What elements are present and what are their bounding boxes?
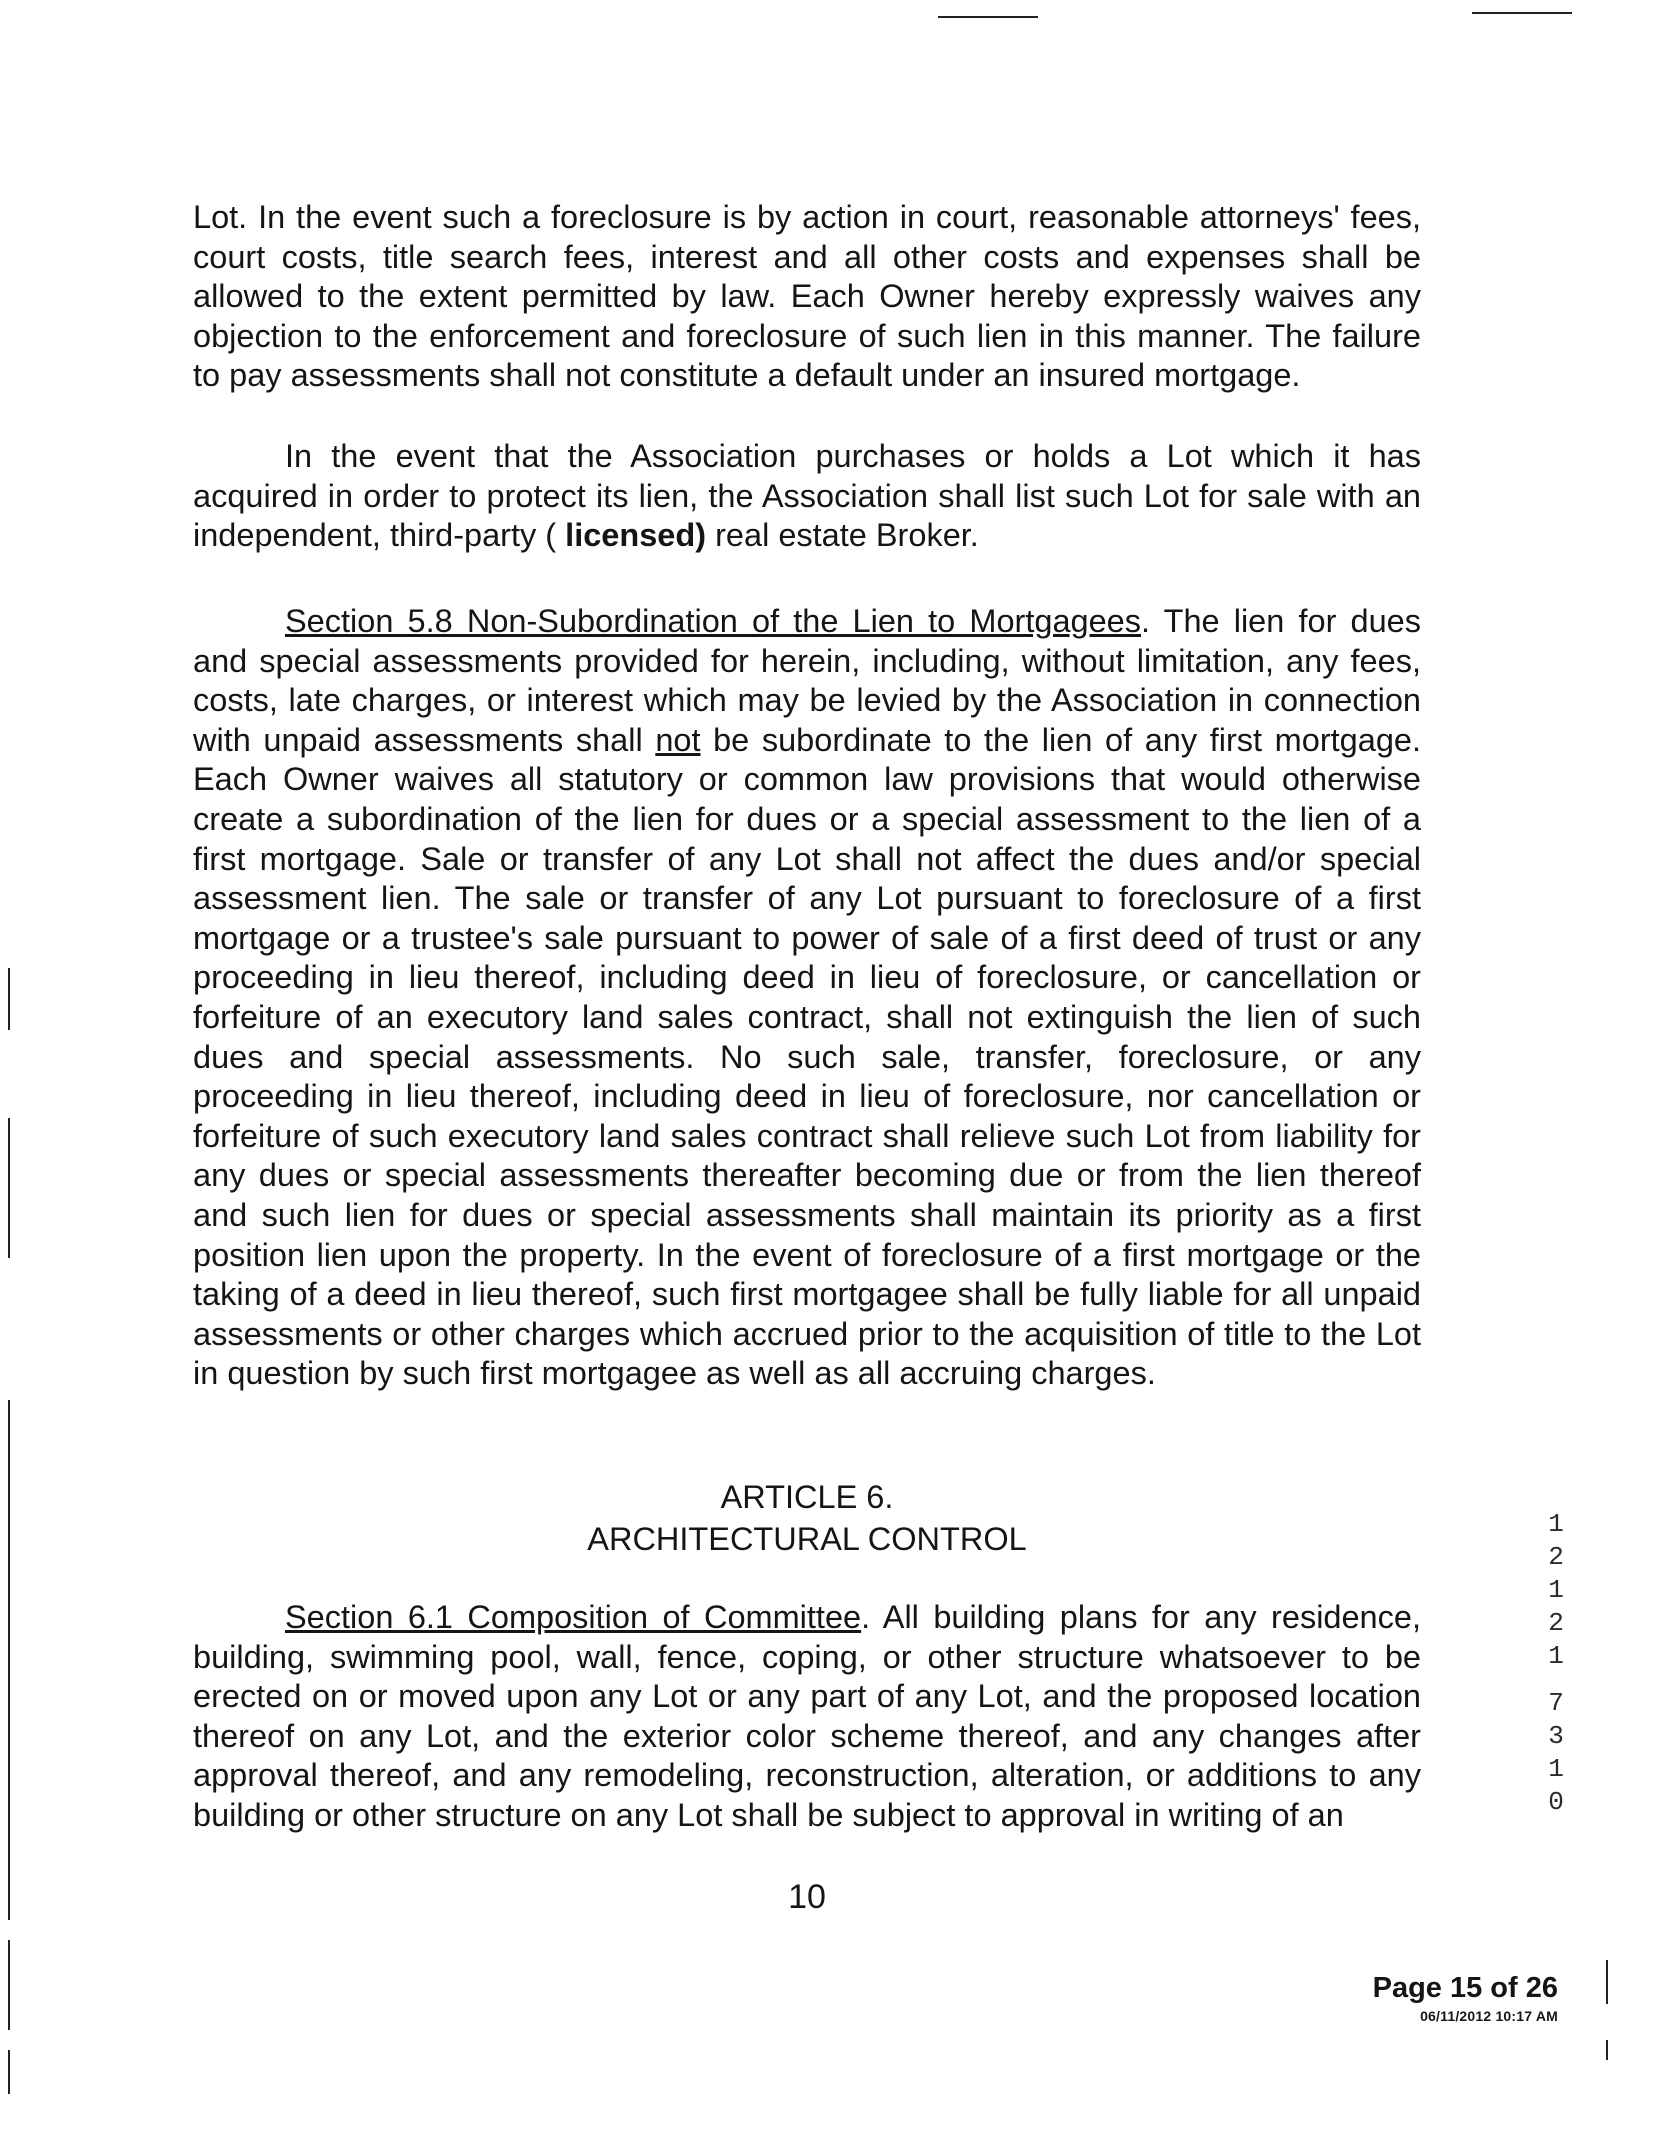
- section-6-1: Section 6.1 Composition of Committee. All building plans for any residence, building, swimming pool, wall, fence, coping, or other structure whatsoever to be erected on or moved upon any Lot or any part of any Lot, and the proposed location thereof on any Lot, and the exterior color scheme thereof, and any changes after approval thereof, and any remodeling, reconstruction, alteration, or additions to any building or other structure on any Lot shall be subject to approval in writing of an: [193, 1599, 1421, 1833]
- page-number: 10: [788, 1878, 826, 1916]
- scan-mark-left-1: [8, 968, 10, 1030]
- scan-mark-left-5: [8, 2050, 10, 2094]
- article-heading: [193, 1476, 1421, 1560]
- scan-mark-left-3: [8, 1400, 10, 1920]
- paragraph-association-purchase: In the event that the Association purchases or holds a Lot which it has acquired in order to protect its lien, the Association shall list such Lot for sale with an independent, third-party ( licensed) real estate Broker.: [193, 438, 1421, 554]
- scan-mark-left-4: [8, 1940, 10, 2030]
- scan-mark-right-2: [1606, 2040, 1608, 2060]
- article-title: ARCHITECTURAL CONTROL: [587, 1521, 1027, 1557]
- article-number: ARTICLE 6.: [720, 1479, 894, 1515]
- section-6-1-heading: Section 6.1 Composition of Committee: [285, 1599, 862, 1635]
- section-5-8: Section 5.8 Non-Subordination of the Lien to Mortgagees. The lien for dues and special assessments provided for herein, including, without limitation, any fees, costs, late charges, or interest which may be levied by the Association in connection with unpaid assessments shall not be subordinate to the lien of any first mortgage. Each Owner waives all statutory or common law provisions that would otherwise create a subordination of the lien for dues or a special assessment to the lien of a first mortgage. Sale or transfer of any Lot shall not affect the dues and/or special assessment lien. The sale or transfer of any Lot pursuant to foreclosure of a first mortgage or a trustee's sale pursuant to power of sale of a first deed of trust or any proceeding in lieu thereof, including deed in lieu of foreclosure, or cancellation or forfeiture of an executory land sales contract, shall not extinguish the lien of such dues and special assessments. No such sale, transfer, foreclosure, or any proceeding in lieu thereof, including deed in lieu of foreclosure, nor cancellation or forfeiture of such executory land sales contract shall relieve such Lot from liability for any dues or special assessments thereafter becoming due or from the lien thereof and such lien for dues or special assessments shall maintain its priority as a first position lien upon the property. In the event of foreclosure of a first mortgage or the taking of a deed in lieu thereof, such first mortgagee shall be fully liable for all unpaid assessments or other charges which accrued prior to the acquisition of title to the Lot in question by such first mortgagee as well as all accruing charges.: [193, 603, 1421, 1392]
- section-5-8-heading: Section 5.8 Non-Subordination of the Lien to Mortgagees: [285, 603, 1142, 639]
- scan-mark-top-1: [938, 16, 1038, 18]
- footer-timestamp: 06/11/2012 10:17 AM: [1420, 2008, 1558, 2024]
- recording-stamp-number: 1 2 1 2 1 7 3 1 0: [1548, 1509, 1564, 1817]
- paragraph-lien-foreclosure: Lot. In the event such a foreclosure is by action in court, reasonable attorneys' fees, court costs, title search fees, interest and all other costs and expenses shall be allowed to the extent permitted by law. Each Owner hereby expressly waives any objection to the enforcement and foreclosure of such lien in this manner. The failure to pay assessments shall not constitute a default under an insured mortgage.: [193, 199, 1421, 394]
- scan-mark-right-1: [1606, 1960, 1608, 2004]
- footer-page-count: Page 15 of 26: [1372, 1972, 1558, 2004]
- emphasis-not: not: [655, 721, 701, 758]
- scan-mark-left-2: [8, 1118, 10, 1258]
- scan-mark-top-2: [1472, 12, 1572, 14]
